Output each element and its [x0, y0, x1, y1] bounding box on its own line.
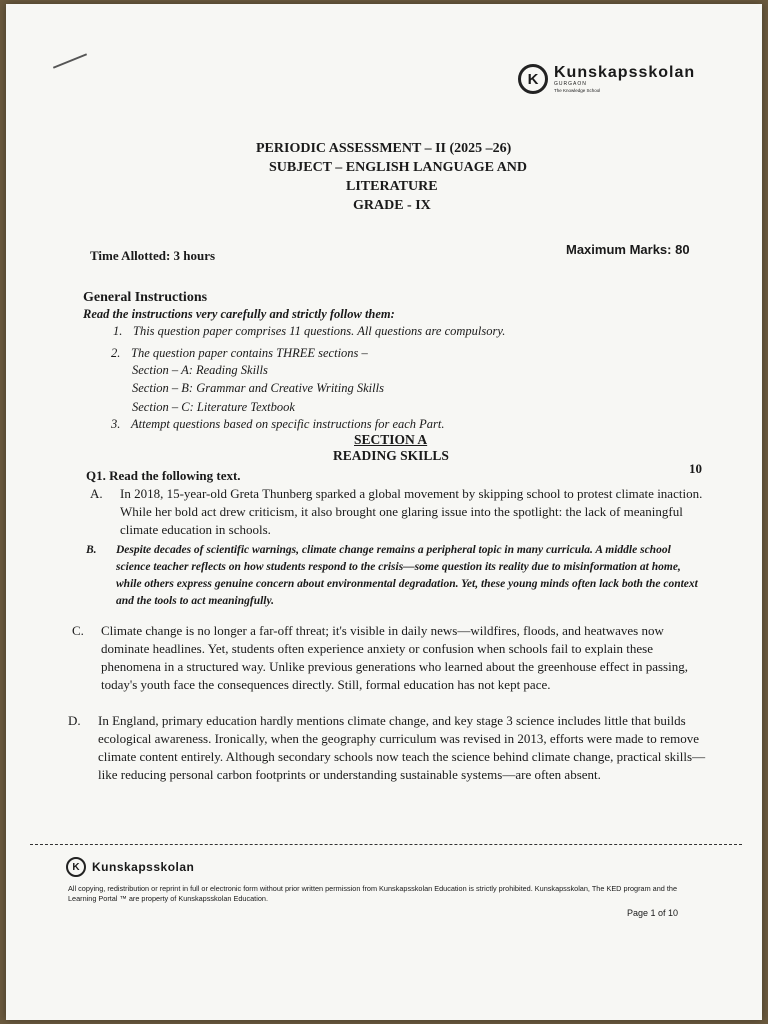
question-1-label: Q1. Read the following text.	[86, 468, 241, 483]
passage-paragraph-c	[72, 622, 712, 694]
paragraph-label: B.	[86, 544, 97, 556]
instruction-item: 2. The question paper contains THREE sections –	[111, 346, 368, 360]
exam-paper	[6, 4, 762, 1020]
header-line-3: LITERATURE	[346, 179, 438, 194]
section-list-item: Section – C: Literature Textbook	[132, 400, 295, 414]
footer-divider	[30, 844, 742, 845]
paragraph-text: In England, primary education hardly mentions climate change, and key stage 3 science includes little that builds ecological awareness. Ironically, when the geography curriculum was revised in 2013, efforts were made to remove climate content entirely. Although secondary schools now teach the science behind climate change, practical skills—like reducing personal carbon footprints or understanding sustainable systems—are often absent.	[98, 713, 706, 782]
section-a-subtitle: READING SKILLS	[333, 448, 449, 463]
instruction-item: 1. This question paper comprises 11 questions. All questions are compulsory.	[113, 324, 506, 338]
logo-sub: GURGAON	[554, 80, 587, 87]
logo-name: Kunskapsskolan	[554, 63, 696, 81]
section-list-item: Section – A: Reading Skills	[132, 363, 268, 377]
paragraph-label: A.	[90, 486, 103, 501]
logo-emblem-icon: K	[518, 64, 548, 94]
question-1-marks: 10	[689, 461, 702, 476]
header-line-2: SUBJECT – ENGLISH LANGUAGE AND	[269, 160, 528, 175]
header-grade: GRADE - IX	[353, 198, 431, 213]
header-line-1: PERIODIC ASSESSMENT – II (2025 –26)	[256, 141, 512, 156]
instruction-item: 3. Attempt questions based on specific instructions for each Part.	[111, 417, 445, 431]
page-number: Page 1 of 10	[627, 908, 679, 918]
paragraph-text: In 2018, 15-year-old Greta Thunberg sparked a global movement by skipping school to protest climate inaction. While her bold act drew criticism, it also brought one glaring issue into the spotlight: the lack of meaningful climate education in schools.	[120, 486, 703, 537]
footer-copyright: All copying, redistribution or reprint in full or electronic form without prior written permission from Kunskapsskolan Education is strictly prohibited. Kunskapsskolan, The KED program and the Learning Portal ™ are property of Kunskapsskolan Education.	[68, 884, 678, 903]
logo-emblem-icon: K	[66, 857, 86, 877]
paragraph-text: Climate change is no longer a far-off threat; it's visible in daily news—wildfires, floods, and heatwaves now dominate headlines. Yet, students often experience anxiety or confusion when schools fail to explain these phenomena in a structured way. Unlike previous generations who learned about the greenhouse effect in passing, today's youth face the consequences directly. Still, formal education has not kept pace.	[101, 623, 688, 692]
footer-brand: Kunskapsskolan	[92, 860, 195, 874]
section-a-title: SECTION A	[354, 432, 428, 447]
paragraph-text: Despite decades of scientific warnings, climate change remains a peripheral topic in many curricula. A middle school science teacher reflects on how students respond to the crisis—some question its reality due to misinformation at home, while others express genuine concern about environmental degradation. Yet, these young minds often lack both the context and the tools to act meaningfully.	[116, 544, 698, 607]
passage-paragraph-d	[68, 712, 713, 784]
pen-mark	[53, 53, 87, 68]
logo-tagline: The Knowledge School	[554, 87, 601, 93]
general-instructions-heading: General Instructions	[83, 290, 208, 305]
school-logo	[518, 64, 695, 94]
maximum-marks: Maximum Marks: 80	[566, 242, 690, 257]
section-list-item: Section – B: Grammar and Creative Writing Skills	[132, 381, 384, 395]
paragraph-label: D.	[68, 713, 81, 728]
passage-paragraph-b	[86, 542, 706, 610]
time-allotted: Time Allotted: 3 hours	[90, 248, 216, 263]
passage-paragraph-a	[90, 485, 710, 539]
footer-logo	[66, 857, 194, 877]
general-instructions-subheading: Read the instructions very carefully and strictly follow them:	[83, 307, 395, 321]
paragraph-label: C.	[72, 623, 84, 638]
